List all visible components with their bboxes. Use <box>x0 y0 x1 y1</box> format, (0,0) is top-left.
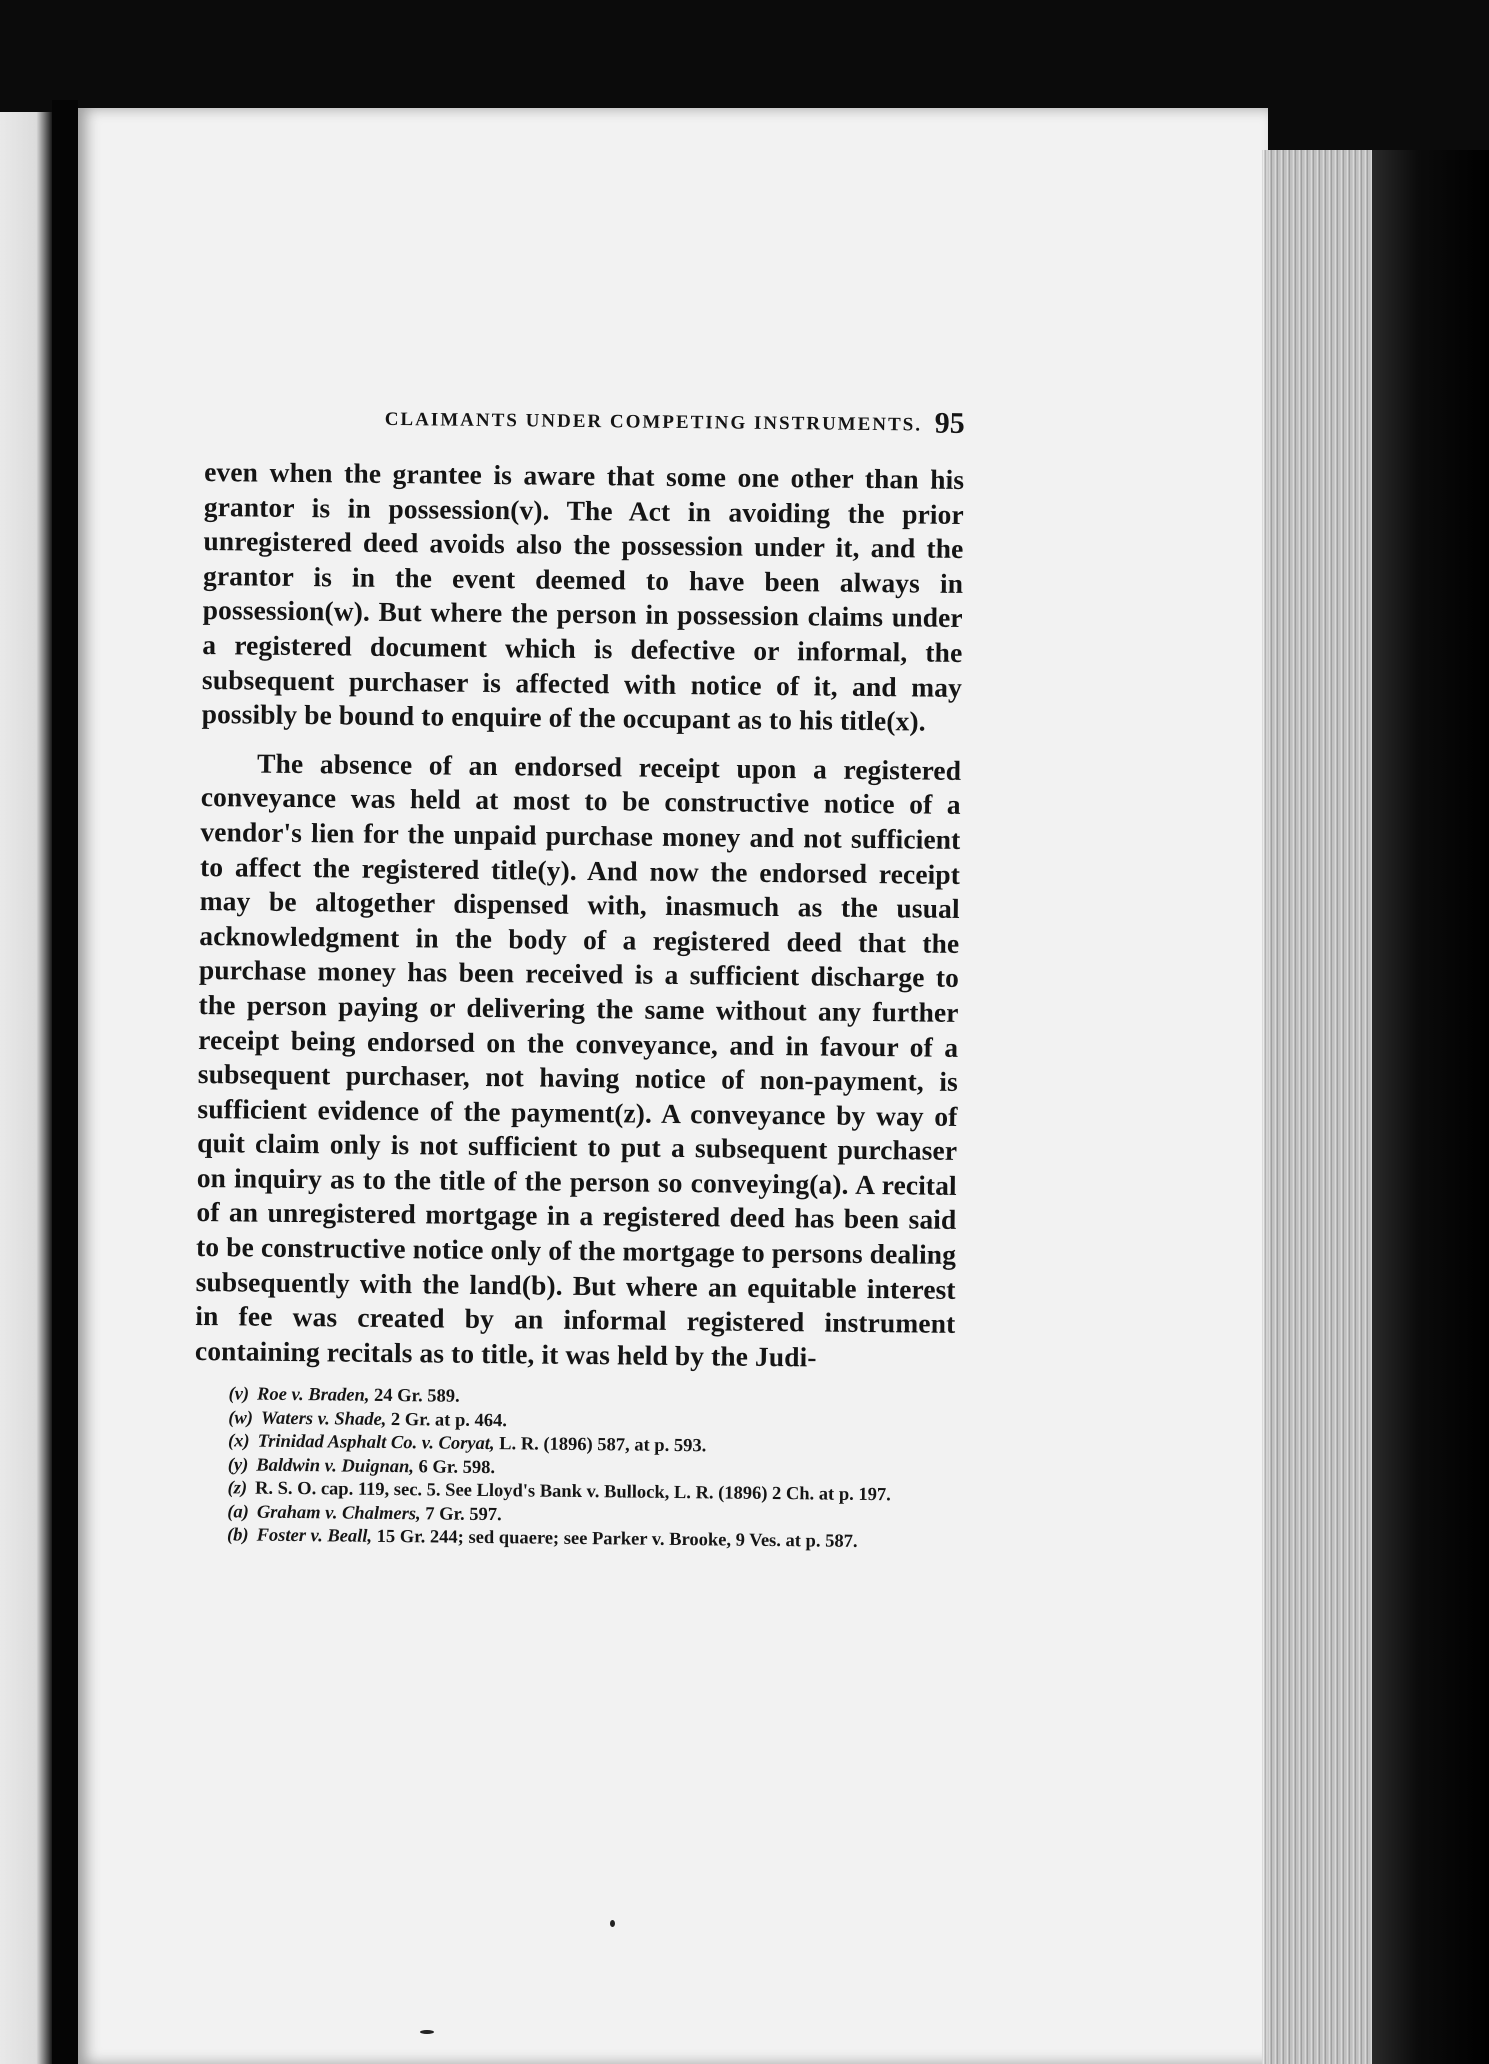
footnote-case: Foster v. Beall, <box>256 1526 373 1548</box>
footnote-mark: (y) <box>227 1455 249 1476</box>
footnote-mark: (a) <box>227 1502 249 1523</box>
footnote-cite: L. R. (1896) 587, at p. 593. <box>499 1434 707 1457</box>
left-page-edge <box>0 112 52 2064</box>
body-text <box>195 455 965 1376</box>
page-content <box>193 395 965 1557</box>
footnote-cite: 24 Gr. 589. <box>373 1386 460 1408</box>
footnote-cite: R. S. O. cap. 119, sec. 5. See Lloyd's Bank v. Bullock, L. R. (1896) 2 Ch. at p. 197. <box>254 1479 891 1506</box>
footnote-mark: (b) <box>226 1525 249 1546</box>
footnotes <box>193 1384 955 1554</box>
footnote-cite: 2 Gr. at p. 464. <box>390 1409 508 1432</box>
footnote-mark: (v) <box>228 1384 250 1405</box>
page-stack-edge <box>1262 150 1372 2064</box>
ink-speck <box>420 2030 434 2034</box>
footnote-case: Graham v. Chalmers, <box>256 1502 421 1525</box>
footnote-case: Waters v. Shade, <box>260 1408 387 1430</box>
footnote-case: Baldwin v. Duignan, <box>256 1455 415 1478</box>
paragraph: The absence of an endorsed receipt upon a registered conveyance was held at most to be constructive notice of a vendor's lien for the unpaid purchase money and not sufficient to affect the registered title(y). And now the endorsed receipt may be altogether dispensed with, inasmuch as the usual acknowledgment in the body of a registered deed that the purchase money has been received is a sufficient discharge to the person paying or delivering the same without any further receipt being endorsed on the conveyance, and in favour of a subsequent purchaser, not having notice of non-payment, is sufficient evidence of the payment(z). A conveyance by way of quit claim only is not sufficient to put a subsequent purchaser on inquiry as to the title of the person so conveying(a). A recital of an unregistered mortgage in a registered deed has been said to be constructive notice only of the mortgage to persons dealing subsequently with the land(b). But where an equitable interest in fee was created by an informal registered instrument containing recitals as to title, it was held by the Judi- <box>194 747 962 1373</box>
page-number: 95 <box>934 406 965 440</box>
footnote-cite: 15 Gr. 244; sed quaere; see Parker v. Brooke, 9 Ves. at p. 587. <box>376 1527 858 1553</box>
footnote-mark: (x) <box>227 1431 250 1452</box>
book-spine-shadow <box>52 100 78 2064</box>
footnote-case: Trinidad Asphalt Co. v. Coryat, <box>257 1432 495 1455</box>
footnote-mark: (w) <box>228 1408 254 1429</box>
running-title: CLAIMANTS UNDER COMPETING INSTRUMENTS. <box>384 408 923 436</box>
book-cover-edge <box>1372 150 1489 2064</box>
footnote-mark: (z) <box>227 1478 248 1499</box>
running-head <box>204 395 965 463</box>
footnote-cite: 6 Gr. 598. <box>418 1457 496 1479</box>
footnote-case: Roe v. Braden, <box>256 1385 370 1407</box>
paragraph-continued: even when the grantee is aware that some one other than his grantor is in possession(v). The Act in avoiding the prior unregistered deed avoids also the possession under it, and the grantor is in the event deemed to have been always in possession(w). But where the person in possession claims under a registered document which is defective or informal, the subsequent purchaser is affected with notice of it, and may possibly be bound to enquire of the occupant as to his title(x). <box>201 455 965 737</box>
ink-speck <box>610 1920 615 1927</box>
footnote-cite: 7 Gr. 597. <box>425 1504 502 1526</box>
